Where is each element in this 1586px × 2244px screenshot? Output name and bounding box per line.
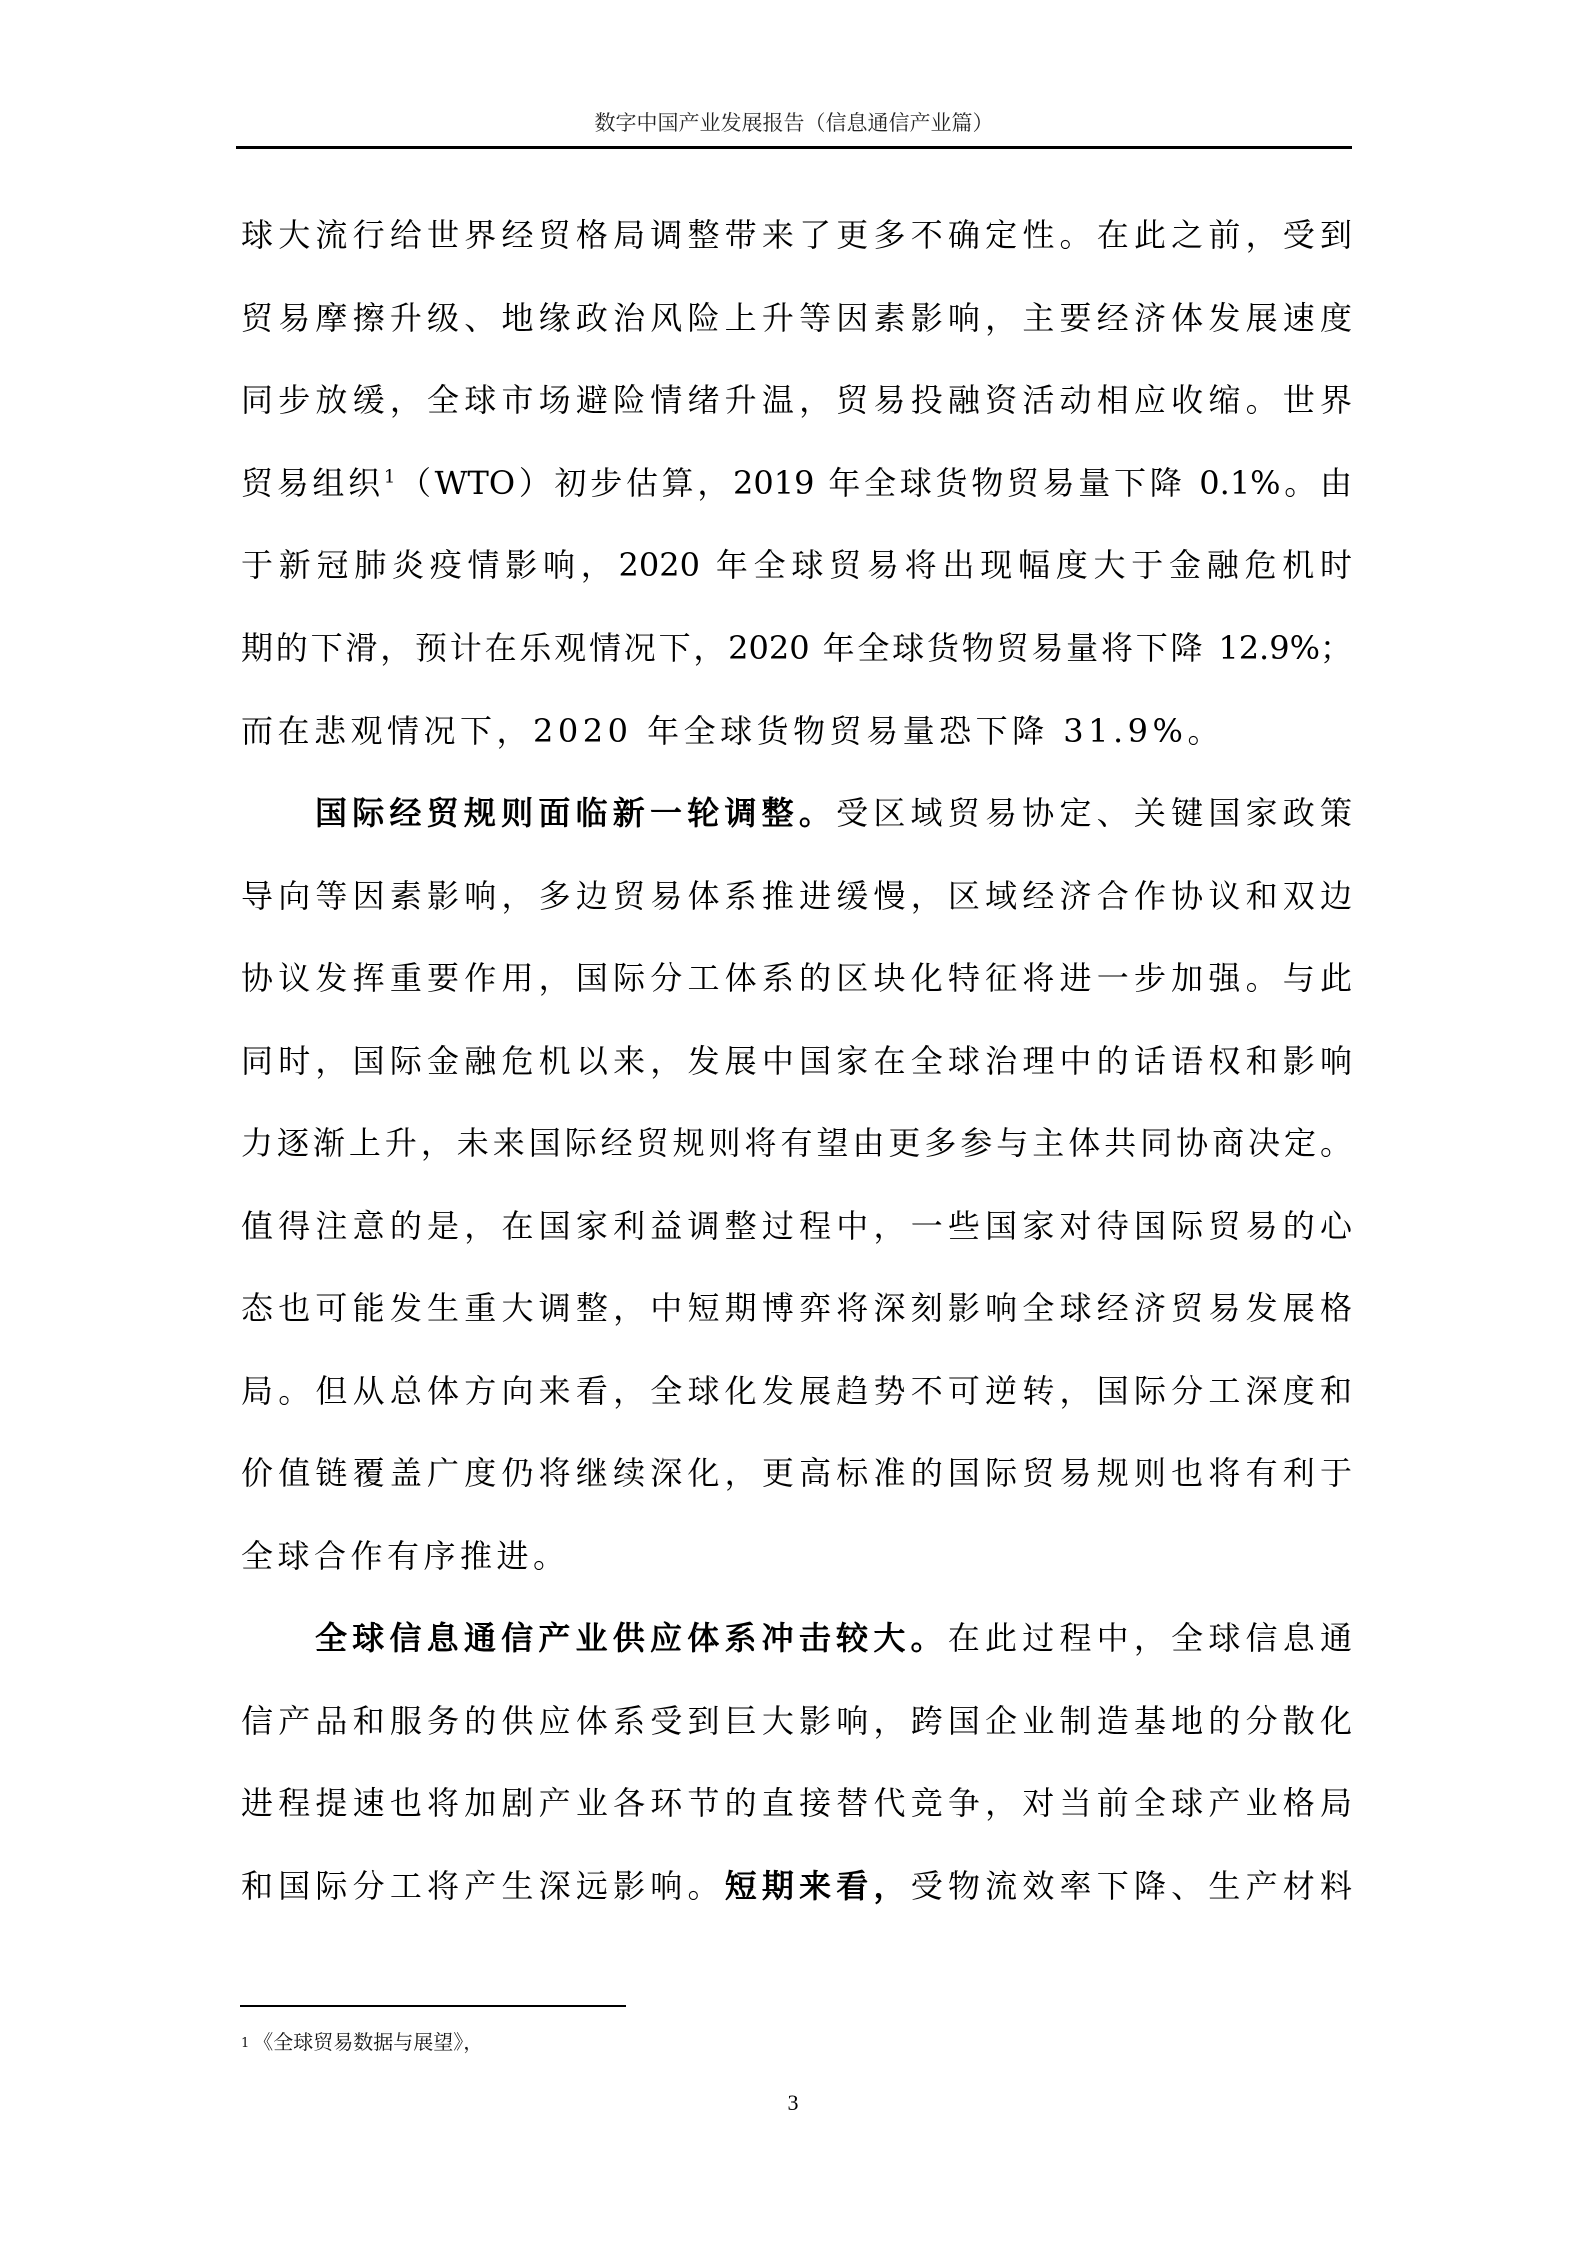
body-text-segment: 期的下滑，预计在乐观情况下，2020 年全球货物贸易量将下降 12.9%；: [241, 629, 1352, 667]
body-text-segment: 贸易组织: [241, 464, 384, 502]
body-text-segment: 全球合作有序推进。: [241, 1537, 570, 1575]
body-text-segment: 同时，国际金融危机以来，发展中国家在全球治理中的话语权和影响: [241, 1042, 1352, 1080]
paragraph-3-line: [241, 1696, 1352, 1746]
bold-lead-text: 短期来看，: [724, 1867, 911, 1905]
body-text-segment: 态也可能发生重大调整，中短期博弈将深刻影响全球经济贸易发展格: [241, 1289, 1352, 1327]
body-text-segment: 于新冠肺炎疫情影响，2020 年全球贸易将出现幅度大于金融危机时: [241, 546, 1352, 584]
header-rule: [236, 146, 1352, 149]
paragraph-1-line: [241, 623, 1352, 673]
body-text-segment: 球大流行给世界经贸格局调整带来了更多不确定性。在此之前，受到: [241, 216, 1352, 254]
footnote-reference[interactable]: 1: [383, 466, 396, 488]
paragraph-1-line: [241, 458, 1352, 508]
paragraph-1-line: [241, 293, 1352, 343]
body-text-segment: （WTO）初步估算，2019 年全球货物贸易量下降 0.1%。由: [395, 464, 1352, 502]
body-text-segment: 协议发挥重要作用，国际分工体系的区块化特征将进一步加强。与此: [241, 959, 1352, 997]
paragraph-2-line: [315, 788, 1352, 838]
paragraph-3-line: [241, 1861, 1352, 1911]
running-header: [236, 108, 1352, 148]
paragraph-1-line: [241, 210, 1352, 260]
body-text-segment: 在此过程中，全球信息通: [947, 1619, 1352, 1657]
footnote-text: 《全球贸易数据与展望》，: [253, 2030, 484, 2054]
paragraph-1-line: [241, 706, 1352, 756]
body-text-segment: 和国际分工将产生深远影响。: [241, 1867, 725, 1905]
body-text-segment: 受物流效率下降、生产材料: [910, 1867, 1353, 1905]
paragraph-1-line: [241, 375, 1352, 425]
bold-lead-text: 全球信息通信产业供应体系冲击较大。: [315, 1619, 948, 1657]
paragraph-2-line: [241, 1036, 1352, 1086]
running-header-title: 数字中国产业发展报告（信息通信产业篇）: [594, 111, 994, 135]
body-text-segment: 受区域贸易协定、关键国家政策: [836, 794, 1352, 832]
body-text-segment: 而在悲观情况下，2020 年全球货物贸易量恐下降 31.9%。: [241, 712, 1224, 750]
paragraph-2-line: [241, 953, 1352, 1003]
body-text-segment: 贸易摩擦升级、地缘政治风险上升等因素影响，主要经济体发展速度: [241, 299, 1352, 337]
paragraph-3-line: [315, 1613, 1352, 1663]
body-text-segment: 同步放缓，全球市场避险情绪升温，贸易投融资活动相应收缩。世界: [241, 381, 1352, 419]
page-number: 3: [787, 2090, 799, 2115]
body-text-segment: 进程提速也将加剧产业各环节的直接替代竞争，对当前全球产业格局: [241, 1784, 1352, 1822]
body-text-segment: 价值链覆盖广度仍将继续深化，更高标准的国际贸易规则也将有利于: [241, 1454, 1352, 1492]
body-text-segment: 力逐渐上升，未来国际经贸规则将有望由更多参与主体共同协商决定。: [241, 1124, 1352, 1162]
footnote-number: 1: [241, 2036, 250, 2051]
paragraph-1-line: [241, 540, 1352, 590]
paragraph-2-line: [241, 1448, 1352, 1498]
footnote: [241, 2028, 483, 2056]
paragraph-2-line: [241, 1283, 1352, 1333]
paragraph-2-line: [241, 871, 1352, 921]
bold-lead-text: 国际经贸规则面临新一轮调整。: [315, 794, 837, 832]
paragraph-2-line: [241, 1531, 1352, 1581]
paragraph-2-line: [241, 1201, 1352, 1251]
footnote-rule: [240, 2005, 626, 2007]
paragraph-2-line: [241, 1366, 1352, 1416]
body-text-segment: 信产品和服务的供应体系受到巨大影响，跨国企业制造基地的分散化: [241, 1702, 1352, 1740]
paragraph-2-line: [241, 1118, 1352, 1168]
paragraph-3-line: [241, 1778, 1352, 1828]
body-text-segment: 值得注意的是，在国家利益调整过程中，一些国家对待国际贸易的心: [241, 1207, 1352, 1245]
body-text-segment: 局。但从总体方向来看，全球化发展趋势不可逆转，国际分工深度和: [241, 1372, 1352, 1410]
body-text-segment: 导向等因素影响，多边贸易体系推进缓慢，区域经济合作协议和双边: [241, 877, 1352, 915]
